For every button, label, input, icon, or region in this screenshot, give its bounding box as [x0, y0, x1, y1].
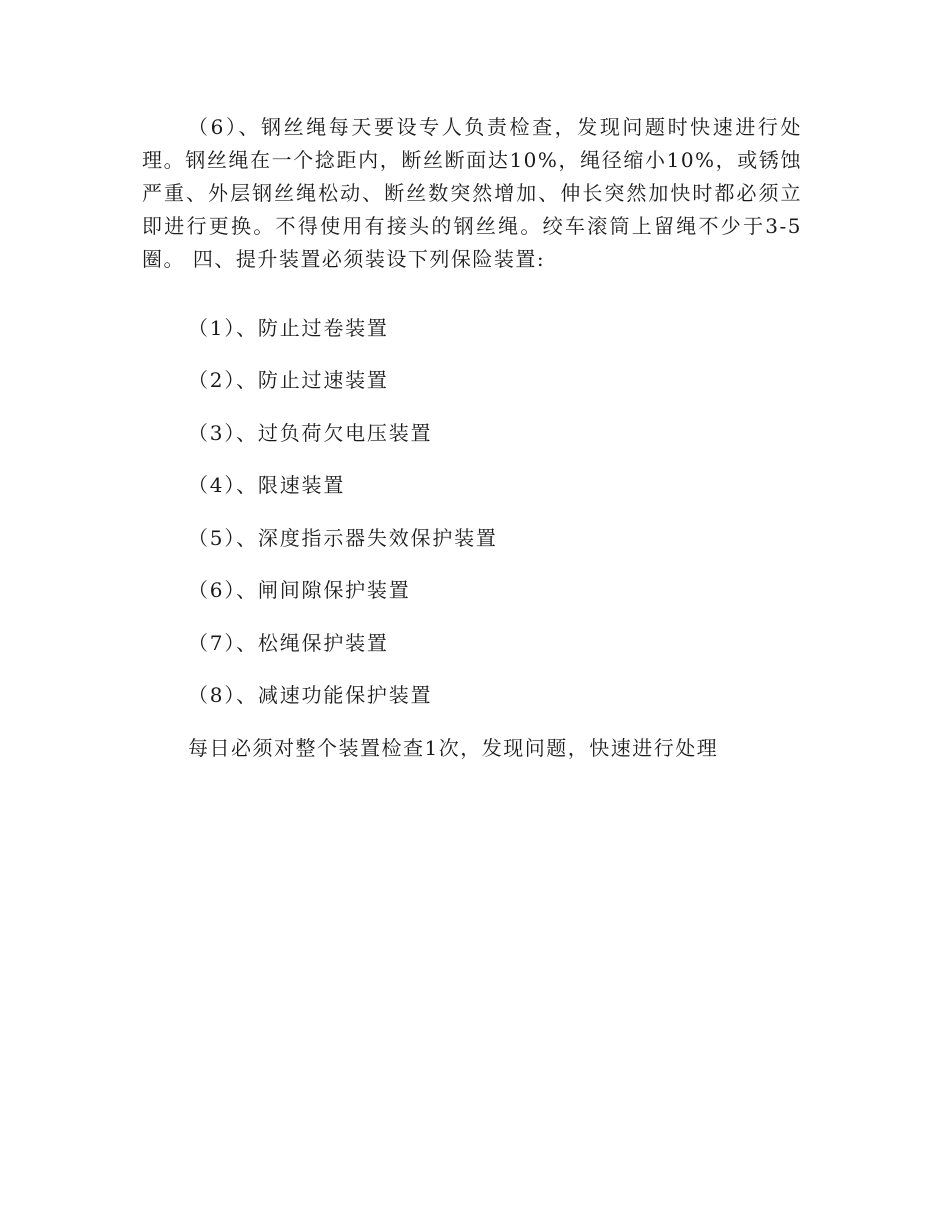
list-item: （1）、防止过卷装置: [188, 316, 389, 340]
closing-sentence: 每日必须对整个装置检查1次，发现问题，快速进行处理: [188, 736, 719, 760]
list-item: （6）、闸间隙保护装置: [188, 578, 411, 602]
list-item: （5）、深度指示器失效保护装置: [188, 526, 498, 550]
list-item: （3）、过负荷欠电压装置: [188, 421, 433, 445]
list-item: （4）、限速装置: [188, 473, 346, 497]
list-item: （7）、松绳保护装置: [188, 631, 389, 655]
list-item: （8）、减速功能保护装置: [188, 683, 433, 707]
list-item: （2）、防止过速装置: [188, 368, 389, 392]
main-paragraph: （6）、钢丝绳每天要设专人负责检查，发现问题时快速进行处理。钢丝绳在一个捻距内，断丝断面达10%，绳径缩小10%，或锈蚀严重、外层钢丝绳松动、断丝数突然增加、伸长突然加快时都必须立即进行更换。不得使用有接头的钢丝绳。绞车滚筒上留绳不少于3-5圈。 四、提升装置必须装设下列保险装置:: [142, 115, 802, 271]
